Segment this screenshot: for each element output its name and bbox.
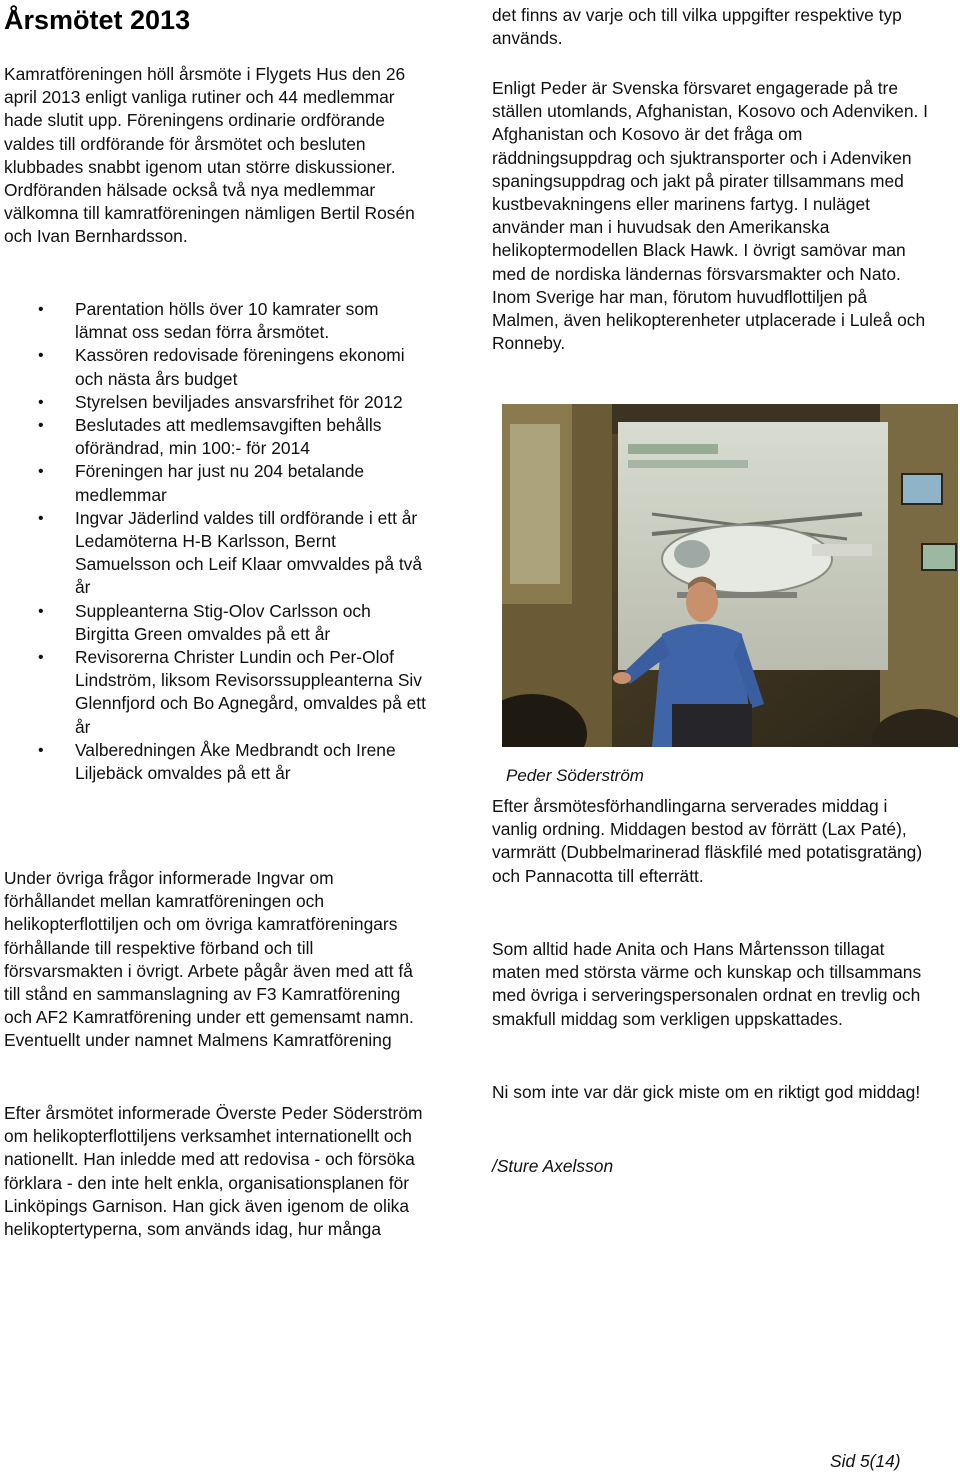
list-item: • Revisorerna Christer Lundin och Per-Olof Lindström, liksom Revisorssuppleanterna Siv Glennfjord och Bo Agnegård, omvaldes på ett år bbox=[38, 646, 428, 739]
photo-illustration bbox=[502, 404, 958, 747]
meeting-decisions-list bbox=[38, 298, 428, 785]
list-item: • Valberedningen Åke Medbrandt och Irene Liljebäck omvaldes på ett år bbox=[38, 739, 428, 785]
list-item: • Kassören redovisade föreningens ekonomi och nästa års budget bbox=[38, 344, 428, 390]
list-item: • Styrelsen beviljades ansvarsfrihet för 2012 bbox=[38, 391, 428, 414]
defence-paragraph: Enligt Peder är Svenska försvaret engagerade på tre ställen utomlands, Afghanistan, Kosovo och Adenviken. I Afghanistan och Kosovo är det fråga om räddningsuppdrag och sjuktransporter och i Adenviken spaningsuppdrag och jakt på pirater tillsammans med kustbevakningens eller marinens fartyg. I nuläget använder man i huvudsak den Amerikanska helikoptermodellen Black Hawk. I övrigt samövar man med de nordiska ländernas försvarsmakter och Nato. Inom Sverige har man, förutom huvudflottiljen på Malmen, även helikopterenheter utplacerade i Luleå och Ronneby. bbox=[492, 78, 929, 354]
list-item: • Föreningen har just nu 204 betalande medlemmar bbox=[38, 460, 428, 506]
list-item: • Beslutades att medlemsavgiften behålls oförändrad, min 100:- för 2014 bbox=[38, 414, 428, 460]
dinner-paragraph: Efter årsmötesförhandlingarna serverades middag i vanlig ordning. Middagen bestod av förrätt (Lax Paté), varmrätt (Dubbelmarinerad fläskfilé med potatisgratäng) och Pannacotta till efterrätt. bbox=[492, 796, 923, 886]
food-paragraph: Som alltid hade Anita och Hans Mårtensson tillagat maten med största värme och kunskap och tillsammans med övriga i serveringspersonalen ordnat en trevlig och smakfull middag som verkligen uppskattades. bbox=[492, 939, 922, 1029]
author-signature: /Sture Axelsson bbox=[492, 1156, 614, 1176]
intro-paragraph: Kamratföreningen höll årsmöte i Flygets Hus den 26 april 2013 enligt vanliga rutiner och 44 medlemmar hade slutit upp. Föreningens ordinarie ordförande valdes till ordförande för årsmötet och besluten klubbades snabbt igenom utan större diskussioner. Ordföranden hälsade också två nya medlemmar välkomna till kamratföreningen nämligen Bertil Rosén och Ivan Bernhardsson. bbox=[4, 64, 415, 247]
photo-caption: Peder Söderström bbox=[506, 766, 644, 785]
peder-info-paragraph: Efter årsmötet informerade Överste Peder Söderström om helikopterflottiljens verksamhet internationellt och nationellt. Han inledde med att redovisa - och försöka förklara - den inte helt enkla, organisationsplanen för Linköpings Garnison. Han gick även igenom de olika helikoptertyperna, som används idag, hur många bbox=[4, 1103, 423, 1240]
list-item: Ledamöterna H-B Karlsson, Bernt Samuelsson och Leif Klaar omvvaldes på två år bbox=[75, 531, 423, 598]
presenter-photo bbox=[502, 404, 958, 747]
other-questions-paragraph: Under övriga frågor informerade Ingvar om förhållandet mellan kamratföreningen och helikopterflottiljen och om övriga kamratföreningars förhållande till respektive förband och till försvarsmakten i övrigt. Arbete pågår även med att få till stånd en sammanslagning av F3 Kamratförening och AF2 Kamratförening under ett gemensamt namn. Eventuellt under namnet Malmens Kamratförening bbox=[4, 868, 414, 1051]
list-item: • Parentation hölls över 10 kamrater som lämnat oss sedan förra årsmötet. bbox=[38, 298, 428, 344]
continuation-paragraph: det finns av varje och till vilka uppgifter respektive typ används. bbox=[492, 5, 902, 49]
article-title: Årsmötet 2013 bbox=[4, 5, 191, 35]
list-item: • Suppleanterna Stig-Olov Carlsson och Birgitta Green omvaldes på ett år bbox=[38, 600, 428, 646]
missed-paragraph: Ni som inte var där gick miste om en riktigt god middag! bbox=[492, 1082, 921, 1102]
page-number: Sid 5(14) bbox=[830, 1451, 901, 1471]
list-item: • Ingvar Jäderlind valdes till ordförande i ett år bbox=[38, 507, 428, 530]
